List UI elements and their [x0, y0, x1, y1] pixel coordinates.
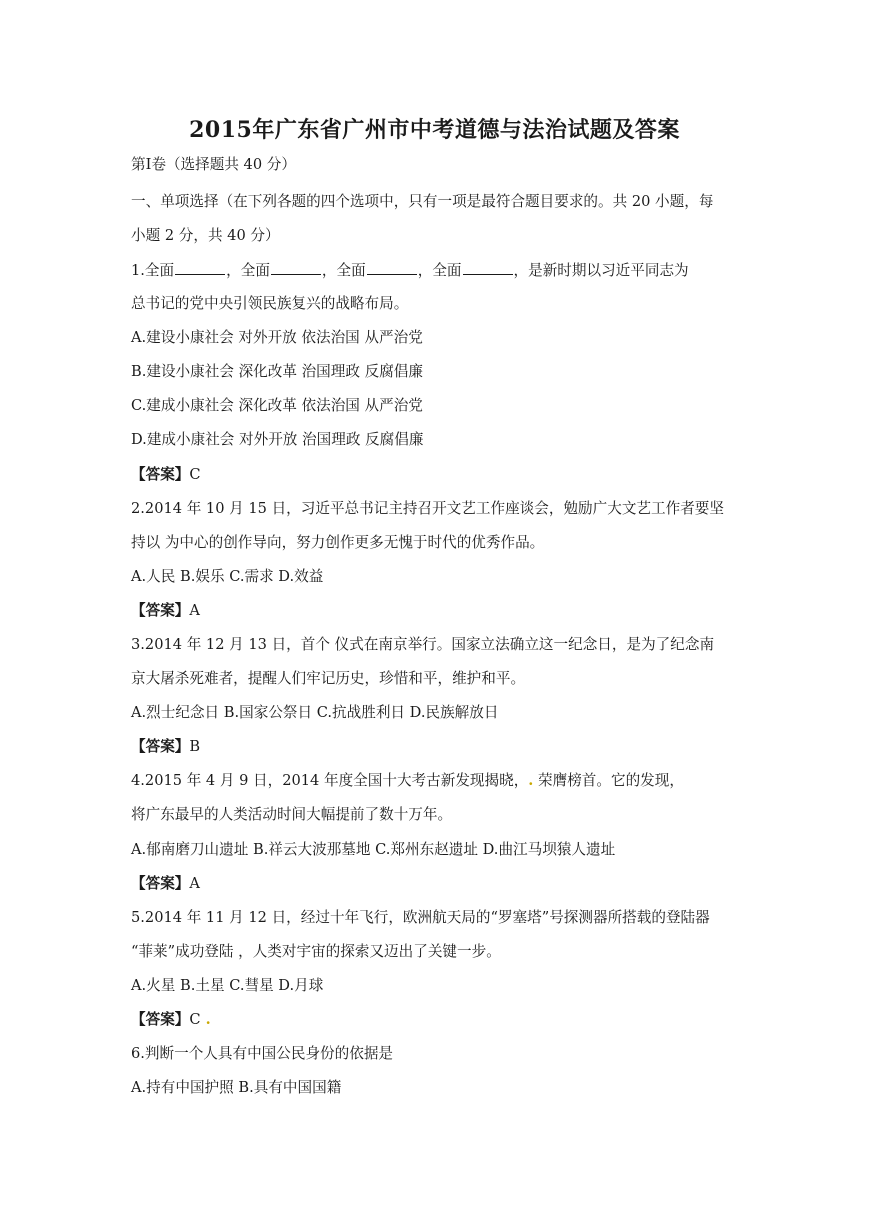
q5-answer — [131, 1010, 211, 1030]
q1-stem-line-2: 总书记的党中央引领民族复兴的战略布局。 — [131, 295, 409, 312]
fill-blank — [367, 260, 417, 275]
q1-option-b: B.建设小康社会 深化改革 治国理政 反腐倡廉 — [131, 363, 423, 380]
q1-option-c: C.建成小康社会 深化改革 依法治国 从严治党 — [131, 397, 423, 414]
answer-label: 【答案】 — [131, 466, 190, 483]
section-heading: 第Ⅰ卷（选择题共 40 分） — [131, 156, 296, 173]
answer-value: A — [189, 875, 200, 892]
fill-blank — [271, 260, 321, 275]
q5-stem-line-2: “菲莱”成功登陆 ，人类对宇宙的探索又迈出了关键一步。 — [131, 943, 501, 960]
q1-text: ，是新时期以习近平同志为 — [513, 262, 689, 279]
q5-stem-line-1: 5.2014 年 11 月 12 日，经过十年飞行，欧洲航天局的“罗塞塔”号探测器所搭载的登陆器 — [131, 909, 710, 926]
q3-options: A.烈士纪念日 B.国家公祭日 C.抗战胜利日 D.民族解放日 — [131, 704, 499, 721]
q4-text: 4.2015 年 4 月 9 日，2014 年度全国十大考古新发现揭晓， — [131, 772, 529, 789]
answer-value: C — [189, 466, 201, 483]
q1-text: ，全面 — [321, 262, 366, 279]
q4-stem-line-1 — [131, 771, 684, 791]
answer-label: 【答案】 — [131, 602, 190, 619]
q2-stem-line-2: 持以 为中心的创作导向，努力创作更多无愧于时代的优秀作品。 — [131, 534, 545, 551]
q2-answer — [131, 601, 200, 621]
q4-stem-line-2: 将广东最早的人类活动时间大幅提前了数十万年。 — [131, 806, 453, 823]
q4-options: A.郁南磨刀山遗址 B.祥云大波那墓地 C.郑州东赵遗址 D.曲江马坝猿人遗址 — [131, 841, 616, 858]
q1-number: 1.全面 — [131, 262, 175, 279]
document-title: 2015年广东省广州市中考道德与法治试题及答案 — [189, 117, 680, 143]
q1-option-a: A.建设小康社会 对外开放 依法治国 从严治党 — [131, 329, 423, 346]
q3-stem-line-1: 3.2014 年 12 月 13 日，首个 仪式在南京举行。国家立法确立这一纪念日，是为了纪念南 — [131, 636, 715, 653]
q1-text: ，全面 — [226, 262, 270, 279]
q1-stem-line-1 — [131, 260, 689, 281]
q5-options: A.火星 B.土星 C.彗星 D.月球 — [131, 977, 324, 994]
answer-value: C — [189, 1011, 201, 1028]
q2-stem-line-1: 2.2014 年 10 月 15 日，习近平总书记主持召开文艺工作座谈会，勉励广大文艺工作者要坚 — [131, 500, 724, 517]
q1-answer — [131, 465, 201, 485]
q3-answer — [131, 737, 200, 757]
q1-option-d: D.建成小康社会 对外开放 治国理政 反腐倡廉 — [131, 431, 424, 448]
instructions-line-1: 一、单项选择（在下列各题的四个选项中，只有一项是最符合题目要求的。共 20 小题，每 — [131, 193, 714, 210]
answer-value: B — [189, 738, 201, 755]
q2-options: A.人民 B.娱乐 C.需求 D.效益 — [131, 568, 324, 585]
fill-blank — [175, 260, 225, 275]
stray-dot-mark: . — [528, 772, 534, 789]
q4-text: 荣膺榜首。它的发现， — [533, 772, 684, 789]
answer-label: 【答案】 — [131, 875, 190, 892]
q3-stem-line-2: 京大屠杀死难者，提醒人们牢记历史，珍惜和平，维护和平。 — [131, 670, 526, 687]
fill-blank — [463, 260, 513, 275]
q4-answer — [131, 874, 200, 894]
q1-text: ，全面 — [417, 262, 462, 279]
q6-options: A.持有中国护照 B.具有中国国籍 — [131, 1079, 342, 1096]
answer-label: 【答案】 — [131, 1011, 190, 1028]
q6-stem-line-1: 6.判断一个人具有中国公民身份的依据是 — [131, 1045, 394, 1062]
answer-value: A — [189, 602, 200, 619]
instructions-line-2: 小题 2 分，共 40 分） — [131, 227, 280, 244]
stray-dot-mark: . — [200, 1011, 211, 1028]
answer-label: 【答案】 — [131, 738, 190, 755]
